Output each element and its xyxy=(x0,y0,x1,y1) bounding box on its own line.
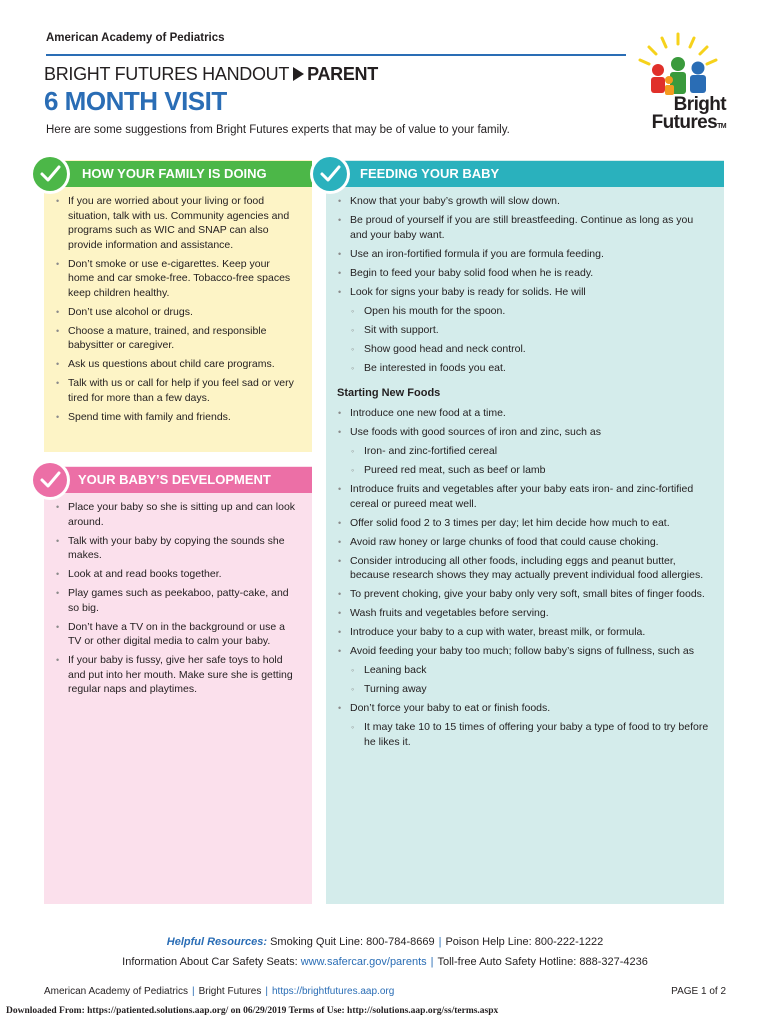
sub-list-item: ◦ Leaning back xyxy=(338,663,710,678)
header-rule xyxy=(46,54,626,56)
development-section-heading: YOUR BABY’S DEVELOPMENT xyxy=(60,467,312,493)
list-item: • If your baby is fussy, give her safe toys to hold and put into her mouth. Make sure she is getting regular naps and playtimes. xyxy=(56,653,300,697)
car-safety-line xyxy=(0,956,770,968)
list-item: • Talk with your baby by copying the sounds she makes. xyxy=(56,534,300,563)
family-check-icon xyxy=(30,154,70,194)
helpful-resources-line xyxy=(0,936,770,948)
page-title: 6 MONTH VISIT xyxy=(44,86,227,116)
footer-org: American Academy of Pediatrics xyxy=(44,986,188,997)
list-item: • Don’t smoke or use e-cigarettes. Keep your home and car smoke-free. Tobacco-free spaces keep children healthy. xyxy=(56,257,298,301)
list-item: • Be proud of yourself if you are still breastfeeding. Continue as long as you and your baby want. xyxy=(338,213,710,242)
car-safety-label: Information About Car Safety Seats: xyxy=(122,956,298,968)
page-number: PAGE 1 of 2 xyxy=(671,986,726,997)
footer-url-link[interactable]: https://brightfutures.aap.org xyxy=(271,986,395,997)
separator: | xyxy=(438,936,442,948)
sub-list-item: ◦ Pureed red meat, such as beef or lamb xyxy=(338,463,710,478)
list-item: • Look for signs your baby is ready for solids. He will xyxy=(338,285,710,300)
trademark: TM xyxy=(717,123,726,130)
family-list xyxy=(56,194,298,429)
development-check-icon xyxy=(30,460,70,500)
poison-help-line: Poison Help Line: 800-222-1222 xyxy=(445,936,604,948)
new-foods-list xyxy=(338,406,710,754)
list-item: • If you are worried about your living or food situation, talk with us. Community agencies and programs such as WIC and SNAP can also provide information and assistance. xyxy=(56,194,298,252)
auto-safety-hotline: Toll-free Auto Safety Hotline: 888-327-4236 xyxy=(437,956,648,968)
list-item: • Avoid feeding your baby too much; follow baby’s signs of fullness, such as xyxy=(338,644,710,659)
list-item: • Choose a mature, trained, and responsible babysitter or caregiver. xyxy=(56,324,298,353)
list-item: • Don’t force your baby to eat or finish foods. xyxy=(338,701,710,716)
list-item: • Ask us questions about child care programs. xyxy=(56,357,298,372)
list-item: • Use an iron-fortified formula if you are formula feeding. xyxy=(338,247,710,262)
separator: | xyxy=(430,956,434,968)
handout-prefix: BRIGHT FUTURES HANDOUT xyxy=(44,64,290,84)
list-item: • Avoid raw honey or large chunks of food that could cause choking. xyxy=(338,535,710,550)
sub-list-item: ◦ Turning away xyxy=(338,682,710,697)
logo-wordmark xyxy=(634,96,726,136)
list-item: • Use foods with good sources of iron and zinc, such as xyxy=(338,425,710,440)
list-item: • Spend time with family and friends. xyxy=(56,410,298,425)
feeding-section-heading: FEEDING YOUR BABY xyxy=(340,161,724,187)
list-item: • Introduce your baby to a cup with water, breast milk, or formula. xyxy=(338,625,710,640)
list-item: • Offer solid food 2 to 3 times per day; let him decide how much to eat. xyxy=(338,516,710,531)
list-item: • Consider introducing all other foods, including eggs and peanut butter, because research shows they may actually prevent individual food allergies. xyxy=(338,554,710,583)
sub-list-item: ◦ Be interested in foods you eat. xyxy=(338,361,710,376)
helpful-resources-label: Helpful Resources: xyxy=(166,936,268,948)
arrow-icon xyxy=(293,67,304,81)
list-item: • Don’t use alcohol or drugs. xyxy=(56,305,298,320)
sub-list-item: ◦ Show good head and neck control. xyxy=(338,342,710,357)
list-item: • Don’t have a TV on in the background or use a TV or other digital media to calm your baby. xyxy=(56,620,300,649)
footer-program: Bright Futures xyxy=(198,986,262,997)
list-item: • Begin to feed your baby solid food when he is ready. xyxy=(338,266,710,281)
sub-list-item: ◦ Iron- and zinc-fortified cereal xyxy=(338,444,710,459)
separator: | xyxy=(265,986,268,997)
intro-text: Here are some suggestions from Bright Futures experts that may be of value to your family. xyxy=(46,124,510,136)
organization-name: American Academy of Pediatrics xyxy=(46,32,225,44)
starting-new-foods-heading: Starting New Foods xyxy=(337,387,441,399)
feeding-list xyxy=(338,194,710,380)
list-item: • Look at and read books together. xyxy=(56,567,300,582)
list-item: • Play games such as peekaboo, patty-cake, and so big. xyxy=(56,586,300,615)
logo-line-2: FuturesTM xyxy=(651,112,726,133)
list-item: • Know that your baby’s growth will slow down. xyxy=(338,194,710,209)
sub-list-item: ◦ Sit with support. xyxy=(338,323,710,338)
download-notice: Downloaded From: https://patiented.solutions.aap.org/ on 06/29/2019 Terms of Use: http://solutions.aap.org/ss/terms.aspx xyxy=(6,1006,499,1016)
feeding-check-icon xyxy=(310,154,350,194)
smoking-quit-line: Smoking Quit Line: 800-784-8669 xyxy=(270,936,435,948)
handout-audience: PARENT xyxy=(307,64,378,84)
sub-list-item: ◦ It may take 10 to 15 times of offering your baby a type of food to try before he likes it. xyxy=(338,720,710,749)
separator: | xyxy=(191,986,195,997)
handout-title xyxy=(44,64,378,85)
list-item: • Wash fruits and vegetables before serving. xyxy=(338,606,710,621)
list-item: • Place your baby so she is sitting up and can look around. xyxy=(56,500,300,529)
car-safety-link[interactable]: www.safercar.gov/parents xyxy=(300,956,427,968)
family-section-heading: HOW YOUR FAMILY IS DOING xyxy=(60,161,312,187)
list-item: • Introduce one new food at a time. xyxy=(338,406,710,421)
list-item: • Talk with us or call for help if you feel sad or very tired for more than a few days. xyxy=(56,376,298,405)
list-item: • Introduce fruits and vegetables after your baby eats iron- and zinc-fortified cereal or pureed meat well. xyxy=(338,482,710,511)
footer xyxy=(44,986,394,997)
development-list xyxy=(56,500,300,701)
logo-line-1: Bright xyxy=(673,94,726,115)
sub-list-item: ◦ Open his mouth for the spoon. xyxy=(338,304,710,319)
list-item: • To prevent choking, give your baby only very soft, small bites of finger foods. xyxy=(338,587,710,602)
